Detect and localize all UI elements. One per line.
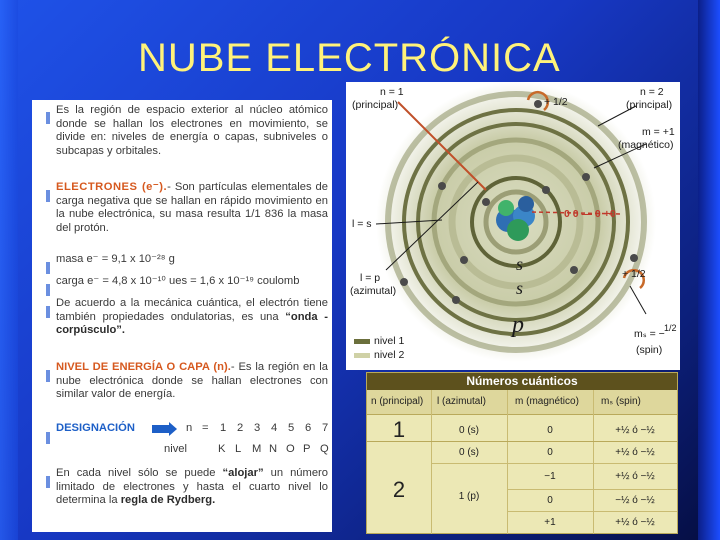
paragraph-definition: Es la región de espacio exterior al núcleo atómico donde se hallan los electrones en movimiento, se divide en: niveles de energía o capas, subniveles o subcapas y orbitales. xyxy=(56,104,328,158)
label-s1: s xyxy=(516,254,524,274)
label-ms-frac: 1/2 xyxy=(664,323,677,333)
desig-n-label: n xyxy=(186,422,193,434)
electron xyxy=(400,278,408,286)
legend-label: nivel 1 xyxy=(374,335,405,347)
electron xyxy=(542,186,550,194)
onda-corpusculo: “onda - corpúsculo”. xyxy=(56,310,328,337)
label-p: p xyxy=(512,312,524,338)
table-divider xyxy=(507,511,677,512)
desig-n-value: 2 xyxy=(237,422,244,434)
desig-n-value: = xyxy=(202,422,209,434)
desig-n-value: 1 xyxy=(220,422,227,434)
table-cell-ms: +½ ó −½ xyxy=(615,471,655,482)
label-n2: n = 2 xyxy=(640,86,664,98)
bullet-column xyxy=(46,108,50,532)
label-l-s: l = s xyxy=(352,218,372,230)
desig-n-value: 3 xyxy=(254,422,261,434)
nivel-heading: NIVEL DE ENERGÍA O CAPA (n). xyxy=(56,361,231,373)
label-n2-sub: (principal) xyxy=(626,99,673,111)
rydberg-text-a: En cada nivel sólo se puede xyxy=(56,467,216,479)
table-cell-ms: −½ ó −½ xyxy=(615,495,655,506)
paragraph-nivel xyxy=(56,361,328,402)
electron-mass: masa e⁻ = 9,1 x 10⁻²⁸ g xyxy=(56,253,175,265)
label-ms-sub: (spin) xyxy=(636,344,663,356)
slide-title: NUBE ELECTRÓNICA xyxy=(138,36,561,80)
quantum-numbers-table xyxy=(366,372,678,534)
nivel-letter: K xyxy=(218,443,226,455)
electron xyxy=(570,266,578,274)
label-l-p-sub: (azimutal) xyxy=(350,285,397,297)
bullet xyxy=(46,190,50,202)
legend-label: nivel 2 xyxy=(374,349,405,361)
bullet xyxy=(46,284,50,296)
nivel-letter: L xyxy=(235,443,242,455)
paragraph-rydberg xyxy=(56,467,328,508)
arrow-right-icon xyxy=(152,425,170,433)
table-divider xyxy=(507,390,508,534)
label-half-right: + 1/2 xyxy=(622,268,646,280)
desig-nivel-label: nivel xyxy=(164,443,188,455)
designacion-row xyxy=(56,422,328,438)
table-cell-ms: +½ ó −½ xyxy=(615,425,655,436)
table-cell-l: 0 (s) xyxy=(459,447,479,458)
label-n1: n = 1 xyxy=(380,86,404,98)
table-cell-ms: +½ ó −½ xyxy=(615,447,655,458)
atom-diagram xyxy=(346,82,680,370)
nivel-letters-row xyxy=(56,443,328,459)
table-header: mₛ (spin) xyxy=(601,396,641,407)
rydberg-text-b: un número limitado de electrones y hasta el cuarto nivel lo determina la xyxy=(56,467,329,507)
electron xyxy=(482,198,490,206)
label-l-p: l = p xyxy=(360,272,381,284)
table-cell-ms: +½ ó −½ xyxy=(615,517,655,528)
table-cell-m: 0 xyxy=(547,495,553,506)
table-header-row xyxy=(367,390,677,415)
legend-swatch-nivel-2 xyxy=(354,353,370,358)
electrones-heading: ELECTRONES (e⁻). xyxy=(56,181,168,193)
desig-n-value: 6 xyxy=(305,422,312,434)
electron-charge: carga e⁻ = 4,8 x 10⁻¹⁰ ues = 1,6 x 10⁻¹⁹ coulomb xyxy=(56,275,300,287)
nucleus xyxy=(507,219,529,241)
designacion-label: DESIGNACIÓN xyxy=(56,422,135,434)
bullet xyxy=(46,112,50,124)
table-cell-m: 0 xyxy=(547,447,553,458)
label-ms: mₛ = − xyxy=(634,328,665,340)
legend-swatch-nivel-1 xyxy=(354,339,370,344)
label-m: m = +1 xyxy=(642,126,675,138)
bullet xyxy=(46,306,50,318)
label-m-values: 0 0 — 0 +0 xyxy=(564,208,616,220)
regla-rydberg: regla de Rydberg. xyxy=(120,494,216,507)
label-m-sub: (magnético) xyxy=(618,139,674,151)
electron xyxy=(460,256,468,264)
text-panel xyxy=(32,100,332,532)
table-header: l (azimutal) xyxy=(437,396,486,407)
paragraph-electrones xyxy=(56,181,328,236)
table-cell-m: −1 xyxy=(544,471,556,482)
table-divider xyxy=(431,463,677,464)
table-row-n2: 2 xyxy=(392,477,406,502)
table-cell-m: 0 xyxy=(547,425,553,436)
nivel-body: - Es la región en la nube electrónica donde se hallan electrones con similar valor de energía. xyxy=(56,361,328,401)
table-title: Números cuánticos xyxy=(367,373,677,390)
bullet xyxy=(46,476,50,488)
electrones-body: - Son partículas elementales de carga negativa que se hallan en rápido movimiento en la nube electrónica, su masa resulta 1/1 836 la masa del protón. xyxy=(56,181,329,235)
electron xyxy=(534,100,542,108)
desig-n-value: 4 xyxy=(271,422,278,434)
table-header: m (magnético) xyxy=(515,396,579,407)
slide-edge-right xyxy=(698,0,720,540)
quantum-body: De acuerdo a la mecánica cuántica, el electrón tiene también propiedades ondulatorias, es una xyxy=(56,297,328,323)
nivel-letter: M xyxy=(252,443,262,455)
table-divider xyxy=(507,489,677,490)
alojar-bold: “alojar” xyxy=(222,467,264,479)
paragraph-quantum xyxy=(56,297,328,338)
nucleus xyxy=(498,200,514,216)
desig-n-value: 5 xyxy=(288,422,295,434)
bullet xyxy=(46,370,50,382)
desig-n-value: 7 xyxy=(322,422,329,434)
nivel-letter: O xyxy=(286,443,295,455)
label-half-top: + 1/2 xyxy=(544,96,568,108)
nucleus xyxy=(518,196,534,212)
table-divider xyxy=(593,390,594,534)
slide-edge-left xyxy=(0,0,18,540)
table-cell-l: 0 (s) xyxy=(459,425,479,436)
nivel-letter: N xyxy=(269,443,278,455)
nivel-letter: P xyxy=(303,443,311,455)
label-n1-sub: (principal) xyxy=(352,99,399,111)
electron xyxy=(438,182,446,190)
table-header: n (principal) xyxy=(371,396,424,407)
electron xyxy=(452,296,460,304)
table-divider xyxy=(431,390,432,534)
nivel-letter: Q xyxy=(320,443,329,455)
table-row-n1: 1 xyxy=(392,417,406,442)
label-s2: s xyxy=(516,278,524,298)
electron xyxy=(630,254,638,262)
bullet xyxy=(46,432,50,444)
electron xyxy=(582,173,590,181)
bullet xyxy=(46,262,50,274)
table-cell-l: 1 (p) xyxy=(458,491,480,502)
table-cell-m: +1 xyxy=(544,517,556,528)
